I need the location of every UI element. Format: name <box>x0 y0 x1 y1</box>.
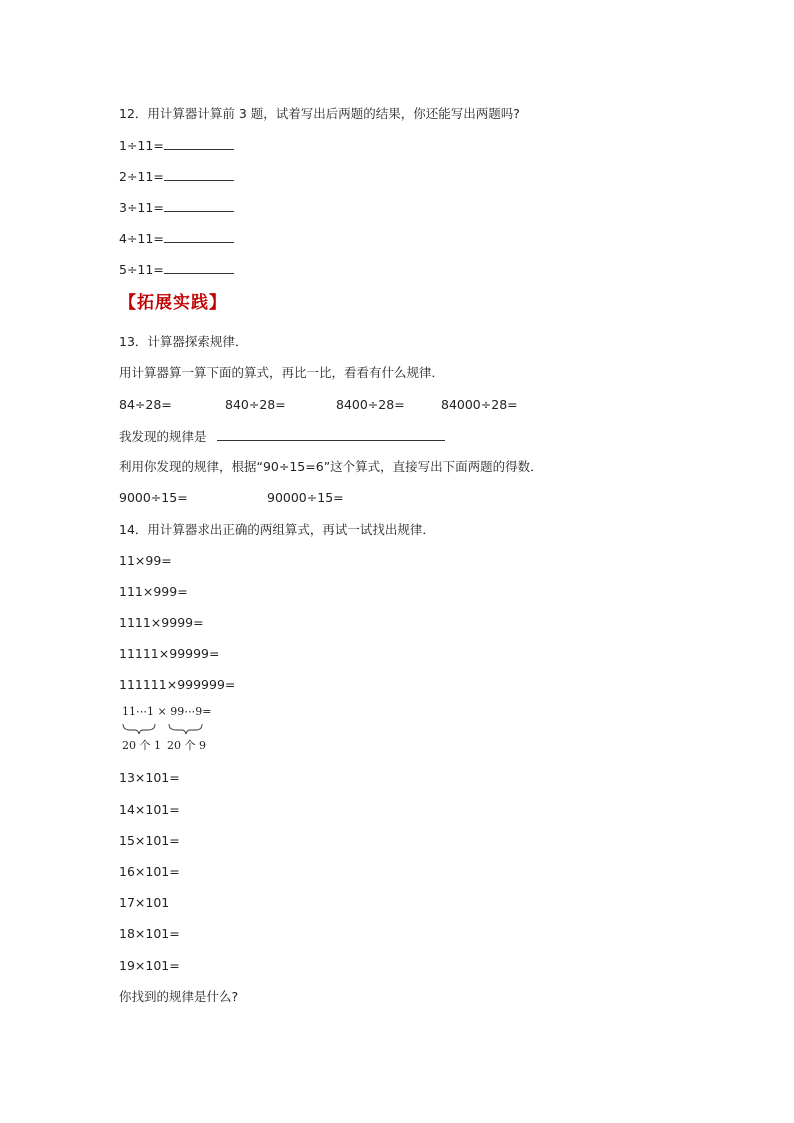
answer-blank[interactable] <box>164 230 234 243</box>
q12-expr: 5÷11= <box>119 262 164 277</box>
answer-blank[interactable] <box>164 137 234 150</box>
q13-apply-expr: 9000÷15= <box>119 490 188 505</box>
repunit-formula <box>122 705 242 751</box>
formula-expression: 11⋯1 × 99⋯9= <box>122 705 212 718</box>
question-12-title: 12．用计算器计算前 3 题，试着写出后两题的结果，你还能写出两题吗? <box>119 106 520 121</box>
q14-group2-expr: 16×101= <box>119 864 180 879</box>
q12-line-5 <box>119 261 234 278</box>
q12-expr: 3÷11= <box>119 200 164 215</box>
q13-expr: 8400÷28= <box>336 397 405 412</box>
q14-question: 你找到的规律是什么? <box>119 989 239 1004</box>
q13-expr: 840÷28= <box>225 397 286 412</box>
q14-group2-expr: 15×101= <box>119 833 180 848</box>
finding-blank[interactable] <box>217 428 445 441</box>
label-nines: 20 个 9 <box>167 739 206 752</box>
q12-expr: 1÷11= <box>119 138 164 153</box>
q12-expr: 4÷11= <box>119 231 164 246</box>
underbrace-ones <box>123 724 155 734</box>
q13-apply-text: 利用你发现的规律，根据“90÷15=6”这个算式，直接写出下面两题的得数． <box>119 459 543 474</box>
q12-line-3 <box>119 199 234 216</box>
q12-line-4 <box>119 230 234 247</box>
q13-finding-line <box>119 428 445 445</box>
finding-label: 我发现的规律是 <box>119 429 207 444</box>
q13-expr: 84000÷28= <box>441 397 518 412</box>
q14-group2-expr: 18×101= <box>119 926 180 941</box>
q14-group1-expr: 11×99= <box>119 553 172 568</box>
q13-expr: 84÷28= <box>119 397 172 412</box>
q12-line-1 <box>119 137 234 154</box>
section-heading: 【拓展实践】 <box>119 293 227 313</box>
answer-blank[interactable] <box>164 168 234 181</box>
q14-group1-expr: 111×999= <box>119 584 188 599</box>
label-ones: 20 个 1 <box>122 739 161 752</box>
underbrace-nines <box>169 724 202 734</box>
answer-blank[interactable] <box>164 261 234 274</box>
q14-group2-expr: 17×101 <box>119 895 170 910</box>
q14-group1-expr: 1111×9999= <box>119 615 204 630</box>
answer-blank[interactable] <box>164 199 234 212</box>
q14-group2-expr: 13×101= <box>119 770 180 785</box>
question-14-title: 14．用计算器求出正确的两组算式，再试一试找出规律． <box>119 522 435 537</box>
q13-instruction: 用计算器算一算下面的算式，再比一比，看看有什么规律． <box>119 365 445 380</box>
q14-group1-expr: 111111×999999= <box>119 677 236 692</box>
question-13-title: 13．计算器探索规律． <box>119 334 248 349</box>
q12-expr: 2÷11= <box>119 169 164 184</box>
q13-apply-expr: 90000÷15= <box>267 490 344 505</box>
q14-group1-expr: 11111×99999= <box>119 646 220 661</box>
q14-group2-expr: 19×101= <box>119 958 180 973</box>
q14-group2-expr: 14×101= <box>119 802 180 817</box>
q12-line-2 <box>119 168 234 185</box>
